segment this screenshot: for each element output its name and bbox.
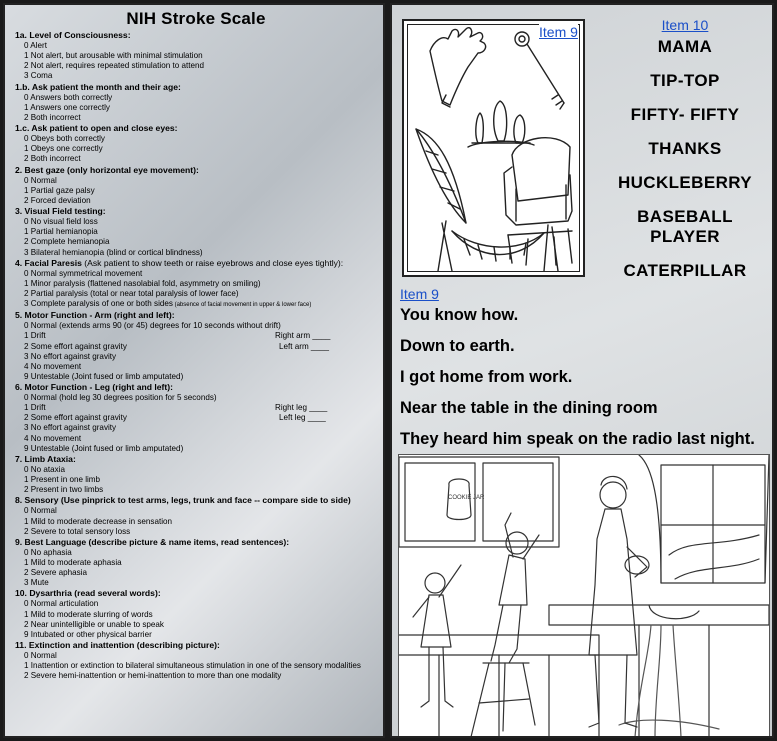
score-option-text: 0 No aphasia	[24, 547, 72, 557]
scale-section	[15, 454, 377, 495]
score-option-text: 2 Near unintelligible or unable to speak	[24, 619, 164, 629]
score-option	[15, 620, 377, 630]
window-icon	[639, 455, 769, 583]
key-icon	[515, 32, 564, 109]
score-option	[15, 279, 377, 289]
score-option-text: 0 Normal	[24, 506, 57, 516]
scale-section	[15, 537, 377, 589]
score-option-text: 3 Complete paralysis of one or both sides	[24, 299, 173, 309]
score-option-text: 3 Bilateral hemianopia (blind or cortical blindness)	[24, 247, 203, 257]
score-option	[15, 289, 377, 299]
patient-materials-panel	[390, 3, 774, 738]
score-option	[15, 671, 377, 681]
score-option-text: 0 Normal	[24, 651, 57, 661]
score-option	[15, 71, 377, 81]
word-huckleberry: HUCKLEBERRY	[617, 173, 753, 192]
score-option	[15, 362, 377, 372]
naming-items-drawing	[408, 25, 583, 275]
score-option	[15, 113, 377, 123]
score-option	[15, 41, 377, 51]
word-baseball: BASEBALL	[637, 207, 733, 226]
section-title	[15, 82, 377, 93]
score-option	[15, 517, 377, 527]
score-option-text: 0 Normal symmetrical movement	[24, 268, 143, 278]
scale-sections	[15, 30, 377, 681]
score-option-text: 2 Partial paralysis (total or near total paralysis of lower face)	[24, 289, 239, 298]
section-title-text: 2. Best gaze (only horizontal eye movement):	[15, 164, 199, 175]
word-caterpillar: CATERPILLAR	[623, 261, 747, 280]
score-option	[15, 93, 377, 103]
score-option	[15, 548, 377, 558]
scale-section	[15, 310, 377, 382]
page-title: NIH Stroke Scale	[126, 9, 266, 28]
naming-items-picture	[402, 19, 585, 277]
score-option-text: 9 Intubated or other physical barrier	[24, 629, 152, 639]
section-title	[15, 537, 377, 548]
scale-section	[15, 588, 377, 640]
score-option-text: 9 Untestable (Joint fused or limb amputated)	[24, 443, 184, 453]
score-option-text: 2 Not alert, requires repeated stimulation to attend	[24, 61, 204, 71]
section-title	[15, 382, 377, 393]
score-option-text: 2 Some effort against gravity	[24, 341, 127, 351]
score-option	[15, 444, 377, 454]
score-option-text: 2 Present in two limbs	[24, 485, 104, 495]
item-9-sentence-list	[400, 305, 774, 460]
section-title	[15, 588, 377, 599]
score-option-text: 1 Partial gaze palsy	[24, 185, 95, 195]
score-option	[15, 154, 377, 164]
section-title	[15, 640, 377, 651]
score-option	[15, 237, 377, 247]
score-option	[15, 103, 377, 113]
score-option	[15, 248, 377, 258]
limb-score-blank[interactable]: Right arm ____	[275, 331, 331, 341]
section-title-text: 6. Motor Function - Leg (right and left):	[15, 381, 174, 392]
section-title-text: 5. Motor Function - Arm (right and left):	[15, 310, 175, 321]
feather-icon	[416, 129, 466, 223]
score-option	[15, 299, 377, 310]
scale-section	[15, 495, 377, 536]
score-option-text: 1 Answers one correctly	[24, 102, 110, 112]
score-option	[15, 342, 377, 352]
score-option	[15, 372, 377, 382]
score-option-text: 2 Complete hemianopia	[24, 237, 110, 247]
score-option	[15, 144, 377, 154]
score-option	[15, 527, 377, 537]
scale-section	[15, 258, 377, 311]
score-option	[15, 651, 377, 661]
score-option	[15, 630, 377, 640]
score-option-note: (absence of facial movement in upper & lower face)	[172, 302, 312, 309]
score-option	[15, 196, 377, 206]
score-option-text: 9 Untestable (Joint fused or limb amputated)	[24, 371, 184, 381]
score-option	[15, 321, 377, 331]
score-option	[15, 423, 377, 433]
hammock-icon	[438, 221, 558, 271]
scale-section	[15, 82, 377, 123]
score-option	[15, 506, 377, 516]
section-title-text: 7. Limb Ataxia:	[15, 453, 76, 464]
section-title	[15, 123, 377, 134]
score-option-text: 0 Obeys both correctly	[24, 134, 105, 144]
sentence-3: I got home from work.	[400, 368, 573, 386]
section-title-text: 9. Best Language (describe picture & name items, read sentences):	[15, 536, 290, 547]
score-option-text: 1 Mild to moderate aphasia	[24, 557, 122, 567]
sentence-1: You know how.	[400, 306, 519, 324]
score-option	[15, 134, 377, 144]
score-option-text: 0 No ataxia	[24, 464, 65, 474]
score-option-text: 2 Severe aphasia	[24, 568, 87, 578]
score-option	[15, 352, 377, 362]
score-option-text: 2 Both incorrect	[24, 112, 81, 122]
score-option-text: 1 Mild to moderate slurring of words	[24, 609, 153, 619]
score-option	[15, 485, 377, 495]
stool-icon	[471, 663, 535, 737]
scale-section	[15, 123, 377, 164]
score-option	[15, 269, 377, 279]
score-option-text: 1 Partial hemianopia	[24, 227, 98, 237]
score-option-text: 0 Alert	[24, 41, 47, 51]
cookie-theft-drawing	[399, 455, 769, 737]
score-option-text: 0 Normal articulation	[24, 599, 99, 609]
section-title	[15, 310, 377, 321]
section-title	[15, 454, 377, 465]
score-option-text: 1 Drift	[24, 403, 46, 413]
score-option-text: 2 Both incorrect	[24, 154, 81, 164]
score-option-text: 3 Coma	[24, 71, 53, 81]
section-title	[15, 206, 377, 217]
score-option-text: 4 No movement	[24, 361, 82, 371]
scale-section	[15, 382, 377, 454]
girl-icon	[413, 565, 461, 707]
score-option-text: 0 Normal (hold leg 30 degrees position for 5 seconds)	[24, 393, 217, 403]
score-option-text: 1 Mild to moderate decrease in sensation	[24, 516, 173, 526]
score-option	[15, 176, 377, 186]
section-title	[15, 258, 377, 269]
word-tip-top: TIP-TOP	[650, 71, 720, 90]
score-option	[15, 331, 377, 341]
score-option	[15, 403, 377, 413]
section-title-text: 1.c. Ask patient to open and close eyes:	[15, 123, 178, 134]
item-10-link[interactable]: Item 10	[661, 17, 709, 33]
score-option-text: 0 Normal (extends arms 90 (or 45) degrees for 10 seconds without drift)	[24, 321, 281, 331]
score-option	[15, 599, 377, 609]
score-option-text: 3 No effort against gravity	[24, 351, 117, 361]
section-title	[15, 495, 377, 506]
score-option	[15, 217, 377, 227]
score-option-text: 3 No effort against gravity	[24, 423, 117, 433]
score-option	[15, 393, 377, 403]
score-option	[15, 434, 377, 444]
cactus-icon	[468, 101, 534, 147]
section-title-text: 1.b. Ask patient the month and their age:	[15, 81, 181, 92]
section-title-text: 4. Facial Paresis	[15, 257, 82, 268]
nih-stroke-scale-panel	[3, 3, 385, 738]
score-option-text: 0 Answers both correctly	[24, 92, 113, 102]
score-option-text: 0 Normal	[24, 175, 57, 185]
item-9-picture-link[interactable]: Item 9	[539, 24, 578, 40]
score-option	[15, 413, 377, 423]
sentence-4: Near the table in the dining room	[400, 399, 658, 417]
section-title-text: 3. Visual Field testing:	[15, 206, 106, 217]
score-option	[15, 568, 377, 578]
section-title	[15, 165, 377, 176]
item-10-word-list	[600, 17, 770, 281]
score-option-text: 1 Minor paralysis (flattened nasolabial fold, asymmetry on smiling)	[24, 278, 261, 288]
score-option	[15, 186, 377, 196]
score-option-text: 0 No visual field loss	[24, 217, 98, 227]
score-option-text: 2 Severe to total sensory loss	[24, 526, 131, 536]
word-mama: MAMA	[657, 37, 713, 56]
cookie-jar-label: COOKIE JAR	[448, 495, 485, 501]
water-icon	[619, 625, 719, 737]
sentence-5: They heard him speak on the radio last night.	[400, 430, 755, 448]
score-option	[15, 475, 377, 485]
score-option-text: 2 Forced deviation	[24, 195, 91, 205]
score-option	[15, 610, 377, 620]
limb-score-blank[interactable]: Left arm ____	[279, 341, 329, 351]
word-player: PLAYER	[650, 227, 720, 246]
score-option-text: 1 Not alert, but arousable with minimal stimulation	[24, 51, 203, 61]
score-option-text: 1 Inattention or extinction to bilateral simultaneous stimulation in one of the sensory modalities	[24, 661, 361, 671]
cookie-theft-picture	[398, 454, 770, 738]
section-title-text: 8. Sensory (Use pinprick to test arms, legs, trunk and face -- compare side to side)	[15, 495, 351, 506]
section-title-text: 10. Dysarthria (read several words):	[15, 588, 161, 599]
scale-section	[15, 30, 377, 82]
score-option	[15, 227, 377, 237]
sentence-2: Down to earth.	[400, 337, 515, 355]
word-thanks: THANKS	[648, 139, 722, 158]
score-option	[15, 578, 377, 588]
score-option	[15, 51, 377, 61]
word-fifty-fifty: FIFTY- FIFTY	[630, 105, 740, 124]
section-title-text: 11. Extinction and inattention (describing picture):	[15, 639, 220, 650]
score-option-text: 1 Drift	[24, 331, 46, 341]
scale-section	[15, 206, 377, 258]
glove-icon	[430, 28, 486, 107]
score-option	[15, 558, 377, 568]
score-option	[15, 61, 377, 71]
section-title-note: (Ask patient to show teeth or raise eyebrows and close eyes tightly):	[81, 257, 344, 268]
score-option-text: 1 Obeys one correctly	[24, 144, 103, 154]
section-title	[15, 30, 377, 41]
limb-score-blank[interactable]: Right leg ____	[275, 403, 328, 413]
score-option	[15, 465, 377, 475]
scale-section	[15, 165, 377, 206]
boy-icon	[491, 513, 539, 663]
score-option-text: 1 Present in one limb	[24, 475, 101, 485]
score-option-text: 3 Mute	[24, 578, 49, 588]
score-option	[15, 661, 377, 671]
scale-section	[15, 640, 377, 681]
section-title-text: 1a. Level of Consciousness:	[15, 30, 131, 40]
score-option-text: 4 No movement	[24, 433, 82, 443]
item-9-sentences-link[interactable]: Item 9	[400, 286, 439, 302]
limb-score-blank[interactable]: Left leg ____	[279, 413, 326, 423]
score-option-text: 2 Severe hemi-inattention or hemi-inattention to more than one modality	[24, 671, 282, 681]
mother-icon	[589, 476, 649, 727]
score-option-text: 2 Some effort against gravity	[24, 413, 127, 423]
